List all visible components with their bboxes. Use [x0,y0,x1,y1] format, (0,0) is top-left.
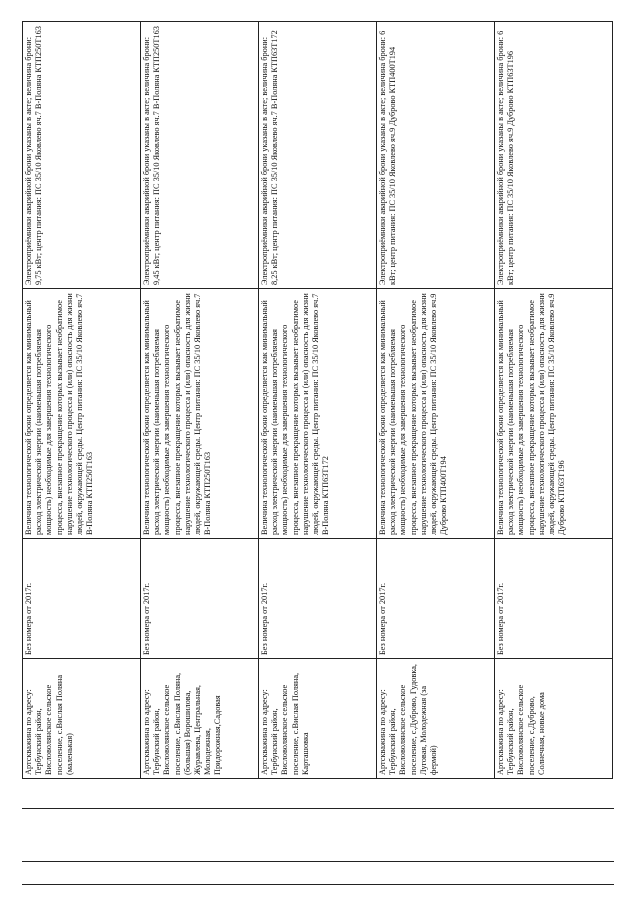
table-row [495,22,613,779]
table-row [23,22,141,779]
tech-reserve-cell: Величина технологической брони определяется как минимальный расход электрической энергии (наименьшая потребляемая мощность) необходимые для завершения технологического процесса, внезапное прекращение которых вызывает необратимое нарушение технологического процесса и (или) опасность для жизни людей, окружающей среды. Центр питания: ПС 35/10 Яковлево яч.7 В-Поляна КТП63Т172 [259,289,377,539]
emergency-reserve-cell: Электроприёмники аварийной брони указаны в акте; величина брони: 8,25 кВт; центр питания: ПС 35/10 Яковлево яч.7 В-Поляна КТП63Т172 [259,22,377,289]
tech-reserve-cell: Величина технологической брони определяется как минимальный расход электрической энергии (наименьшая потребляемая мощность) необходимые для завершения технологического процесса, внезапное прекращение которых вызывает необратимое нарушение технологического процесса и (или) опасность для жизни людей, окружающей среды. Центр питания: ПС 35/10 Яковлево яч.7 В-Поляна КТП250Т163 [141,289,259,539]
address-cell: Артскважина по адресу: Тербунский район, Висловолянское сельское поселение, с.Дуброво, Гудовка, Луговая, Молодежная (за фермой) [377,659,495,779]
table-row [141,22,259,779]
emergency-reserve-cell: Электроприёмники аварийной брони указаны в акте; величина брони: 6 кВт; центр питания: ПС 35/10 Яковлево яч.9 Дуброво КТП63Т196 [495,22,613,289]
address-cell: Артскважина по адресу: Тербунский район, Висловолянское сельское поселение, с.Дуброво, Солнечная, новые дома [495,659,613,779]
rotated-table-container [22,22,614,779]
emergency-reserve-cell: Электроприёмники аварийной брони указаны в акте; величина брони: 9,75 кВт; центр питания: ПС 35/10 Яковлево яч.7 В-Поляна КТП250Т163 [23,22,141,289]
table-row [259,22,377,779]
table-row [377,22,495,779]
emergency-reserve-cell: Электроприёмники аварийной брони указаны в акте; величина брони: 9,45 кВт; центр питания: ПС 35/10 Яковлево яч.7 В-Поляна КТП250Т163 [141,22,259,289]
address-cell: Артскважина по адресу: Тербунский район, Висловолянское сельское поселение, с.Вислая Поляна (маленькая) [23,659,141,779]
tech-reserve-cell: Величина технологической брони определяется как минимальный расход электрической энергии (наименьшая потребляемая мощность) необходимые для завершения технологического процесса, внезапное прекращение которых вызывает необратимое нарушение технологического процесса и (или) опасность для жизни людей, окружающей среды. Центр питания: ПС 35/10 Яковлево яч.9 Дуброво КТП63Т196 [495,289,613,539]
rotated-table-area [22,22,614,779]
address-cell: Артскважина по адресу: Тербунский район, Висловолянское сельское поселение, с.Вислая Поляна, (большая) Ворошилова, Журавлева, Центральная, Молодежная, Придорожная,Садовая [141,659,259,779]
act-date-cell: Без номера от 2017г. [377,539,495,659]
page-rule-line [22,808,614,809]
address-cell: Артскважина по адресу: Тербунский район, Висловолянское сельское поселение, с.Вислая Поляна, Карташовка [259,659,377,779]
act-date-cell: Без номера от 2017г. [23,539,141,659]
act-date-cell: Без номера от 2017г. [495,539,613,659]
page-rule-line [22,861,614,862]
page-rule-line [22,884,614,885]
emergency-reserve-cell: Электроприёмники аварийной брони указаны в акте; величина брони: 6 кВт; центр питания: ПС 35/10 Яковлево яч.9 Дуброво КТП400Т194 [377,22,495,289]
tech-reserve-cell: Величина технологической брони определяется как минимальный расход электрической энергии (наименьшая потребляемая мощность) необходимые для завершения технологического процесса, внезапное прекращение которых вызывает необратимое нарушение технологического процесса и (или) опасность для жизни людей, окружающей среды. Центр питания: ПС 35/10 Яковлево яч.7 В-Поляна КТП250Т163 [23,289,141,539]
act-date-cell: Без номера от 2017г. [141,539,259,659]
tech-reserve-cell: Величина технологической брони определяется как минимальный расход электрической энергии (наименьшая потребляемая мощность) необходимые для завершения технологического процесса, внезапное прекращение которых вызывает необратимое нарушение технологического процесса и (или) опасность для жизни людей, окружающей среды. Центр питания: ПС 35/10 Яковлево яч.9 Дуброво КТП400Т194 [377,289,495,539]
act-date-cell: Без номера от 2017г. [259,539,377,659]
reservation-table [22,21,613,779]
